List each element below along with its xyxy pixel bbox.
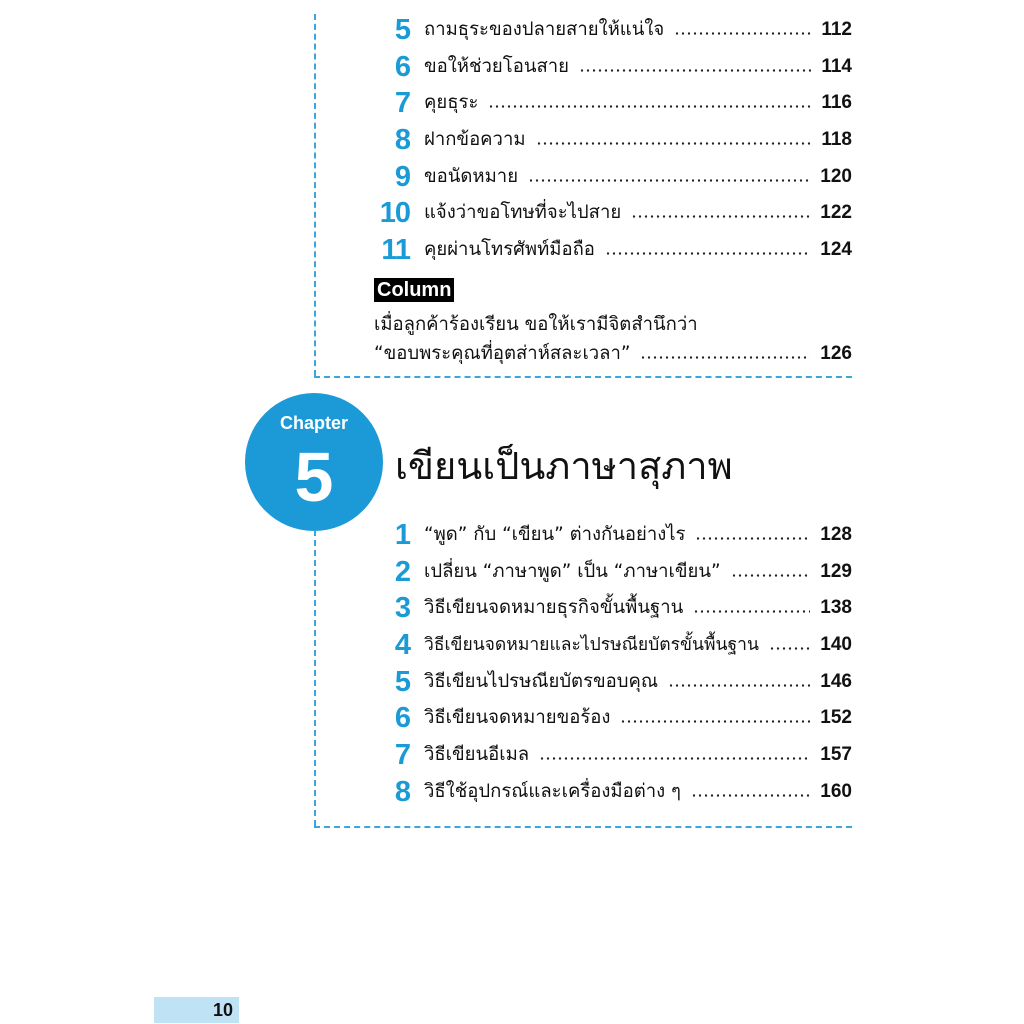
dot-leader: [695, 537, 810, 540]
toc-entry[interactable]: [370, 52, 852, 82]
entry-number: 5: [394, 14, 410, 46]
entry-number: 8: [394, 776, 410, 808]
entry-title: ฝากข้อความ: [424, 129, 526, 150]
chapter-badge: [245, 393, 383, 531]
dot-leader: [536, 142, 812, 145]
entry-page: 146: [820, 671, 852, 692]
entry-page: 152: [820, 707, 852, 728]
column-title-line1: เมื่อลูกค้าร้องเรียน ขอให้เรามีจิตสำนึกว่า: [374, 314, 698, 335]
toc-entry[interactable]: [370, 740, 852, 770]
entry-page: 124: [820, 239, 852, 260]
entry-title: วิธีเขียนจดหมายและไปรษณียบัตรขั้นพื้นฐาน: [424, 635, 759, 655]
entry-page: 120: [820, 166, 852, 187]
entry-title: ถามธุระของปลายสายให้แน่ใจ: [424, 19, 665, 40]
entry-title: วิธีเขียนไปรษณียบัตรขอบคุณ: [424, 671, 659, 692]
entry-number: 4: [394, 629, 410, 661]
entry-title: ขอให้ช่วยโอนสาย: [424, 56, 569, 77]
column-page: 126: [820, 343, 852, 364]
dot-leader: [528, 179, 810, 182]
entry-number: 5: [394, 666, 410, 698]
entry-number: 6: [394, 702, 410, 734]
dot-leader: [620, 720, 810, 723]
entry-number: 6: [394, 51, 410, 83]
dot-leader: [640, 356, 810, 359]
entry-number: 11: [381, 234, 410, 266]
entry-number: 7: [394, 739, 410, 771]
toc-entry[interactable]: [370, 630, 852, 660]
dot-leader: [674, 32, 811, 35]
entry-page: 118: [821, 129, 852, 150]
entry-title: วิธีใช้อุปกรณ์และเครื่องมือต่าง ๆ: [424, 781, 681, 802]
dot-leader: [631, 215, 810, 218]
entry-title: คุยธุระ: [424, 92, 479, 113]
chapter-number: 5: [294, 438, 334, 516]
section-a-bottom-border: [314, 376, 852, 378]
entry-page: 122: [820, 202, 852, 223]
column-title-line2: “ขอบพระคุณที่อุตส่าห์สละเวลา”: [374, 343, 631, 364]
dot-leader: [691, 794, 810, 797]
section-a-left-border: [314, 14, 316, 376]
entry-page: 138: [820, 597, 852, 618]
toc-entry[interactable]: [370, 125, 852, 155]
entry-number: 2: [394, 556, 410, 588]
entry-page: 112: [821, 19, 852, 40]
toc-entry[interactable]: [370, 557, 852, 587]
entry-page: 128: [820, 524, 852, 545]
entry-page: 114: [821, 56, 852, 77]
toc-entry[interactable]: [370, 777, 852, 807]
entry-number: 7: [394, 87, 410, 119]
entry-number: 1: [394, 519, 410, 551]
chapter-title: เขียนเป็นภาษาสุภาพ: [395, 444, 733, 488]
toc-entry[interactable]: [370, 667, 852, 697]
dot-leader: [668, 684, 810, 687]
column-entry[interactable]: [374, 339, 852, 369]
dot-leader: [769, 647, 810, 650]
toc-entry[interactable]: [370, 235, 852, 265]
section-b-left-border: [314, 530, 316, 826]
dot-leader: [488, 105, 811, 108]
toc-entry[interactable]: [370, 15, 852, 45]
footer-page-number: 10: [212, 1000, 233, 1020]
entry-page: 157: [820, 744, 852, 765]
dot-leader: [539, 757, 810, 760]
toc-entry[interactable]: [370, 88, 852, 118]
entry-title: เปลี่ยน “ภาษาพูด” เป็น “ภาษาเขียน”: [424, 561, 721, 582]
entry-number: 3: [394, 592, 410, 624]
chapter-word: Chapter: [279, 413, 348, 433]
entry-number: 8: [394, 124, 410, 156]
entry-title: ขอนัดหมาย: [424, 166, 519, 187]
toc-entry[interactable]: [370, 198, 852, 228]
dot-leader: [693, 610, 810, 613]
section-b-bottom-border: [314, 826, 852, 828]
entry-title: วิธีเขียนจดหมายธุรกิจขั้นพื้นฐาน: [424, 597, 684, 618]
entry-page: 116: [821, 92, 852, 113]
entry-number: 10: [379, 197, 410, 229]
entry-title: คุยผ่านโทรศัพท์มือถือ: [424, 239, 595, 260]
entry-title: วิธีเขียนอีเมล: [424, 744, 530, 765]
entry-page: 140: [820, 634, 852, 655]
dot-leader: [579, 69, 811, 72]
dot-leader: [605, 252, 810, 255]
toc-entry[interactable]: [370, 162, 852, 192]
toc-entry[interactable]: [370, 593, 852, 623]
entry-title: “พูด” กับ “เขียน” ต่างกันอย่างไร: [424, 524, 686, 545]
entry-page: 129: [820, 561, 852, 582]
column-label: Column: [374, 278, 454, 302]
entry-title: แจ้งว่าขอโทษที่จะไปสาย: [424, 202, 622, 223]
footer-page-box: [154, 997, 239, 1023]
entry-page: 160: [820, 781, 852, 802]
toc-entry[interactable]: [370, 703, 852, 733]
toc-entry[interactable]: [370, 520, 852, 550]
entry-number: 9: [394, 161, 410, 193]
dot-leader: [731, 574, 811, 577]
entry-title: วิธีเขียนจดหมายขอร้อง: [424, 707, 611, 728]
